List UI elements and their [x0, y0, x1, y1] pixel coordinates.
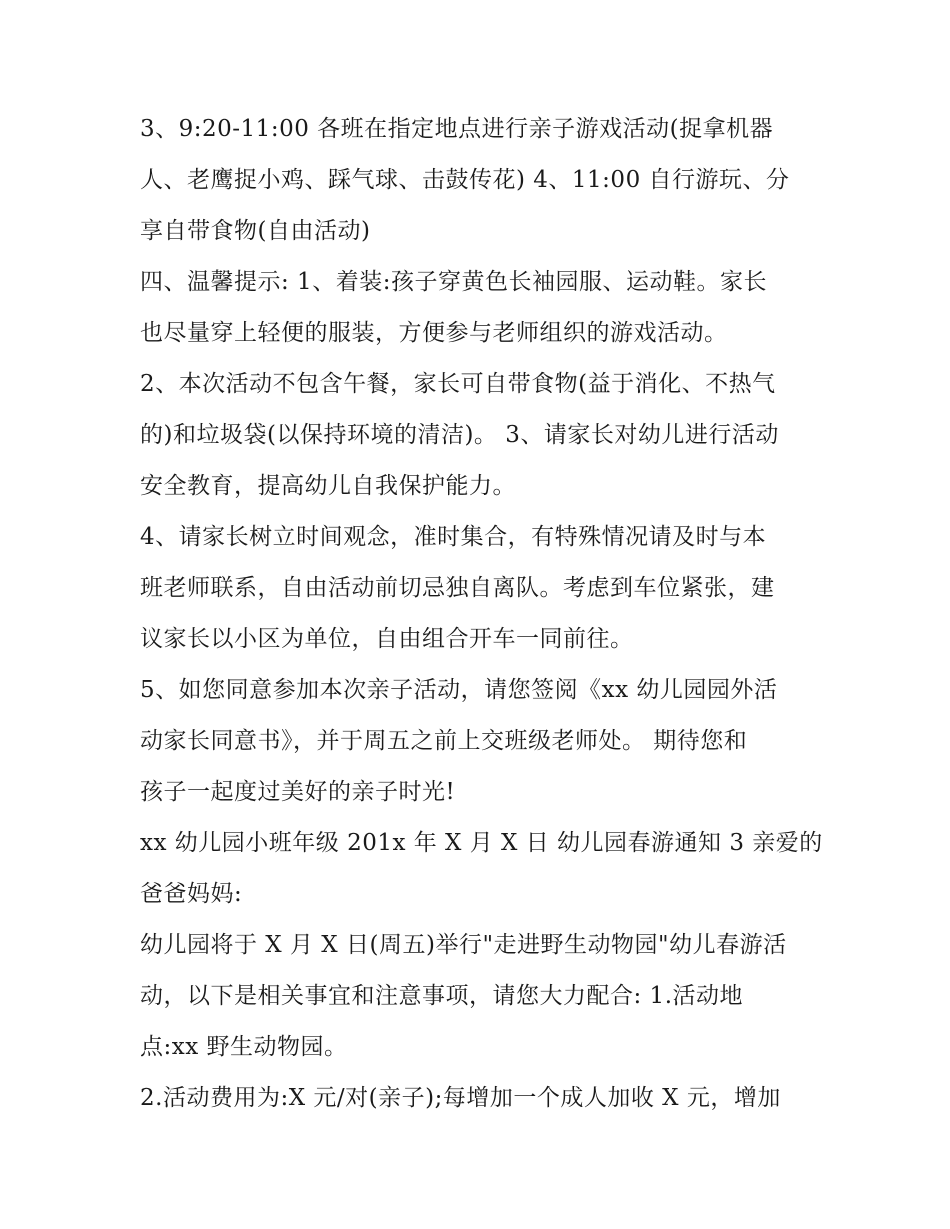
text-line: 幼儿园将于 X 月 X 日(周五)举行"走进野生动物园"幼儿春游活 [140, 932, 787, 958]
text-line: 孩子一起度过美好的亲子时光! [140, 779, 456, 805]
text-line: 议家长以小区为单位，自由组合开车一同前往。 [140, 626, 634, 652]
text-line: xx 幼儿园小班年级 201x 年 X 月 X 日 幼儿园春游通知 3 亲爱的 [140, 830, 823, 856]
text-line: 2、本次活动不包含午餐，家长可自带食物(益于消化、不热气 [140, 371, 776, 397]
text-line: 班老师联系，自由活动前切忌独自离队。考虑到车位紧张，建 [140, 575, 775, 601]
text-line: 人、老鹰捉小鸡、踩气球、击鼓传花) 4、11:00 自行游玩、分 [140, 167, 790, 193]
text-line: 的)和垃圾袋(以保持环境的清洁)。 3、请家长对幼儿进行活动 [140, 422, 779, 448]
text-line: 4、请家长树立时间观念，准时集合，有特殊情况请及时与本 [140, 524, 767, 550]
text-line: 5、如您同意参加本次亲子活动，请您签阅《xx 幼儿园园外活 [140, 677, 778, 703]
text-line: 动家长同意书》，并于周五之前上交班级老师处。 期待您和 [140, 728, 748, 754]
text-line: 2.活动费用为:X 元/对(亲子);每增加一个成人加收 X 元，增加 [140, 1085, 781, 1111]
text-line: 也尽量穿上轻便的服装，方便参与老师组织的游戏活动。 [140, 320, 728, 346]
text-line: 安全教育，提高幼儿自我保护能力。 [140, 473, 516, 499]
text-line: 四、温馨提示: 1、着装:孩子穿黄色长袖园服、运动鞋。家长 [140, 269, 767, 295]
text-line: 点:xx 野生动物园。 [140, 1034, 348, 1060]
text-line: 享自带食物(自由活动) [140, 218, 371, 244]
text-line: 动，以下是相关事宜和注意事项，请您大力配合: 1.活动地 [140, 983, 744, 1009]
document-body [140, 104, 830, 1124]
text-line: 爸爸妈妈: [140, 881, 243, 907]
text-line: 3、9:20-11:00 各班在指定地点进行亲子游戏活动(捉拿机器 [140, 116, 774, 142]
